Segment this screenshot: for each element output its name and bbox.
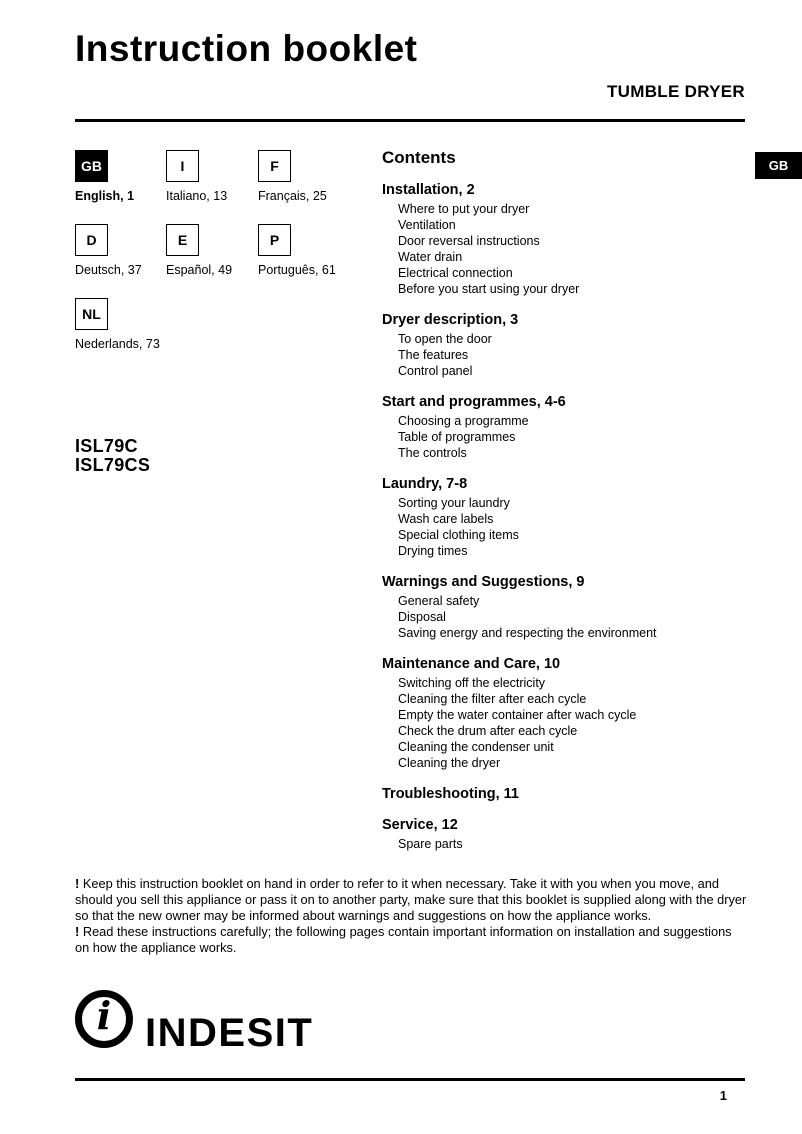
model-numbers <box>75 437 150 475</box>
language-code-box: D <box>75 224 108 256</box>
model-number: ISL79CS <box>75 454 151 475</box>
language-code-box: I <box>166 150 199 182</box>
toc-item: Switching off the electricity <box>398 676 546 690</box>
contents-sections <box>382 182 754 852</box>
language-entry-f <box>258 150 398 203</box>
toc-item: Check the drum after each cycle <box>398 724 578 738</box>
toc-item: Table of programmes <box>398 430 516 444</box>
toc-section <box>382 574 754 641</box>
language-code-box: P <box>258 224 291 256</box>
toc-section <box>382 656 754 771</box>
language-entry-gb <box>75 150 166 203</box>
toc-section <box>382 312 754 379</box>
brand-logo <box>75 990 314 1055</box>
language-code-box: F <box>258 150 291 182</box>
language-label: Deutsch, 37 <box>75 263 142 277</box>
footer-rule <box>75 1078 745 1081</box>
toc-item: Disposal <box>398 610 446 624</box>
toc-section-title: Troubleshooting, 11 <box>382 786 519 802</box>
language-code-box: NL <box>75 298 108 330</box>
toc-item: Control panel <box>398 364 473 378</box>
toc-section <box>382 394 754 461</box>
toc-item: Saving energy and respecting the environment <box>398 626 657 640</box>
toc-item: Sorting your laundry <box>398 496 510 510</box>
header-rule <box>75 119 745 122</box>
language-code-box: GB <box>75 150 108 182</box>
contents-heading: Contents <box>382 148 456 167</box>
toc-item: Cleaning the dryer <box>398 756 501 770</box>
language-label: Italiano, 13 <box>166 189 228 203</box>
model-number: ISL79C <box>75 436 138 456</box>
toc-item: Where to put your dryer <box>398 202 530 216</box>
toc-item: Drying times <box>398 544 468 558</box>
toc-section-title: Dryer description, 3 <box>382 312 519 328</box>
language-entry-e <box>166 224 258 277</box>
toc-item: Water drain <box>398 250 463 264</box>
toc-section <box>382 476 754 559</box>
toc-section <box>382 817 754 852</box>
language-entry-p <box>258 224 398 277</box>
page-number: 1 <box>719 1088 727 1103</box>
toc-item: Cleaning the filter after each cycle <box>398 692 587 706</box>
language-label: English, 1 <box>75 189 135 203</box>
page-title: Instruction booklet <box>75 28 418 69</box>
toc-item: Before you start using your dryer <box>398 282 580 296</box>
toc-item: General safety <box>398 594 480 608</box>
language-corner-badge: GB <box>755 152 802 179</box>
toc-item: Empty the water container after wach cycle <box>398 708 637 722</box>
toc-section <box>382 786 754 802</box>
toc-section-title: Laundry, 7-8 <box>382 476 468 492</box>
toc-item: Special clothing items <box>398 528 519 542</box>
language-entry-i <box>166 150 258 203</box>
language-code-box: E <box>166 224 199 256</box>
brand-logo-icon <box>75 990 133 1048</box>
note-marker: ! <box>75 924 83 939</box>
toc-section <box>382 182 754 297</box>
language-entry-nl <box>75 298 166 351</box>
footer-note: ! Read these instructions carefully; the following pages contain important information on installation and suggestions on how the appliance works. <box>75 924 732 955</box>
footer-notes <box>75 876 747 956</box>
toc-item: Wash care labels <box>398 512 494 526</box>
toc-section-title: Installation, 2 <box>382 182 475 198</box>
language-entry-d <box>75 224 166 277</box>
document-subtitle: TUMBLE DRYER <box>606 82 745 101</box>
toc-section-title: Service, 12 <box>382 817 458 833</box>
table-of-contents <box>382 148 754 867</box>
language-grid <box>75 150 398 351</box>
toc-item: Spare parts <box>398 837 463 851</box>
toc-item: Cleaning the condenser unit <box>398 740 554 754</box>
brand-logo-letter: i <box>96 993 112 1038</box>
toc-section-title: Warnings and Suggestions, 9 <box>382 574 585 590</box>
toc-item: To open the door <box>398 332 492 346</box>
toc-item: Door reversal instructions <box>398 234 540 248</box>
toc-item: The controls <box>398 446 467 460</box>
toc-item: The features <box>398 348 469 362</box>
brand-wordmark: INDESIT <box>145 1010 314 1055</box>
note-marker: ! <box>75 876 83 891</box>
footer-note: ! Keep this instruction booklet on hand in order to refer to it when necessary. Take it with you when you move, and should you sell this appliance or pass it on to another party, make sure that this booklet is supplied along with the dryer so that the new owner may be informed about warnings and suggestions on how the appliance works. <box>75 876 747 923</box>
toc-item: Electrical connection <box>398 266 513 280</box>
language-label: Français, 25 <box>258 189 327 203</box>
language-label: Español, 49 <box>166 263 233 277</box>
toc-section-title: Start and programmes, 4-6 <box>382 394 566 410</box>
language-label: Português, 61 <box>258 263 336 277</box>
toc-section-title: Maintenance and Care, 10 <box>382 656 561 672</box>
toc-item: Choosing a programme <box>398 414 529 428</box>
language-label: Nederlands, 73 <box>75 337 160 351</box>
toc-item: Ventilation <box>398 218 456 232</box>
